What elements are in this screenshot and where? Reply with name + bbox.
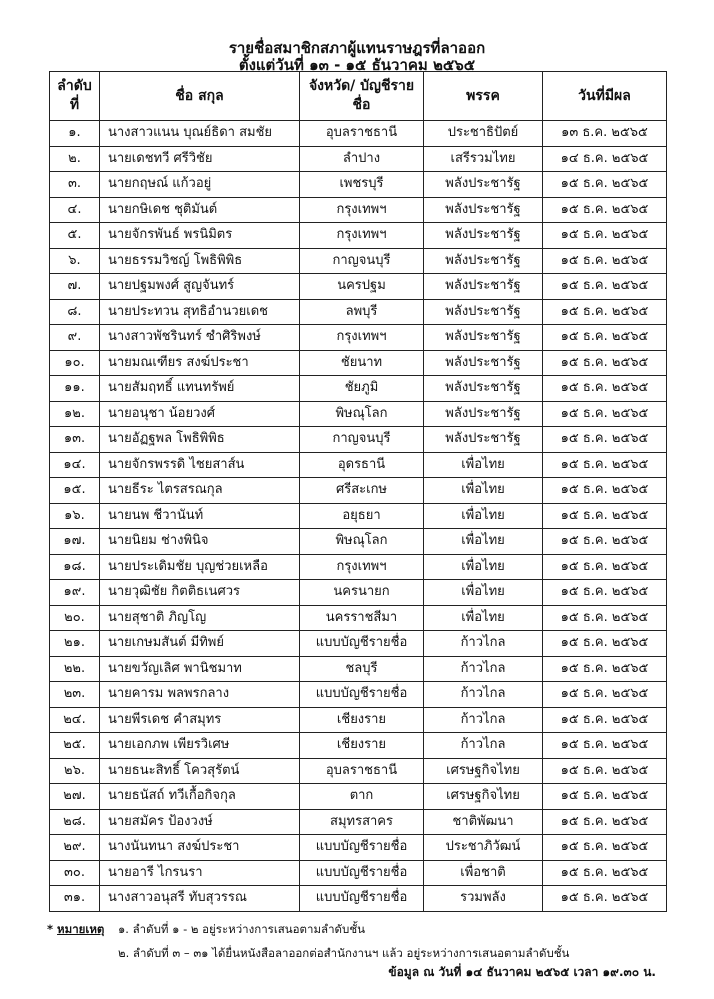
cell-no: ๓๐. (50, 860, 100, 886)
cell-province: ชัยนาท (300, 350, 424, 376)
cell-party: เศรษฐกิจไทย (424, 758, 543, 784)
cell-no: ๖. (50, 248, 100, 274)
cell-name: นายอารี ไกรนรา (100, 860, 300, 886)
cell-party: พลังประชารัฐ (424, 325, 543, 351)
table-header-row (50, 72, 667, 121)
cell-name: นายอัฏฐพล โพธิพิพิธ (100, 427, 300, 453)
cell-name: นายกษิเดช ชุติมันต์ (100, 197, 300, 223)
cell-date: ๑๕ ธ.ค. ๒๕๖๕ (543, 809, 667, 835)
cell-province: กรุงเทพฯ (300, 223, 424, 249)
cell-date: ๑๕ ธ.ค. ๒๕๖๕ (543, 452, 667, 478)
table-row (50, 452, 667, 478)
cell-date: ๑๕ ธ.ค. ๒๕๖๕ (543, 886, 667, 912)
cell-province: ลพบุรี (300, 299, 424, 325)
note-2: ๒. ลำดับที่ ๓ – ๓๑ ได้ยื่นหนังสือลาออกต่อสำนักงานฯ แล้ว อยู่ระหว่างการเสนอตามลำดับชั้น (118, 946, 570, 960)
note-1: ๑. ลำดับที่ ๑ - ๒ อยู่ระหว่างการเสนอตามลำดับชั้น (118, 922, 365, 936)
cell-province: นครนายก (300, 580, 424, 606)
cell-party: เศรษฐกิจไทย (424, 784, 543, 810)
cell-name: นายสมัคร ป้องวงษ์ (100, 809, 300, 835)
table-row (50, 427, 667, 453)
cell-no: ๒๐. (50, 605, 100, 631)
note-star: * (47, 922, 54, 936)
cell-name: นายธรรมวิชญ์ โพธิพิพิธ (100, 248, 300, 274)
cell-party: พลังประชารัฐ (424, 350, 543, 376)
table-row (50, 580, 667, 606)
table-body (50, 121, 667, 912)
cell-party: พลังประชารัฐ (424, 299, 543, 325)
cell-no: ๓. (50, 172, 100, 198)
cell-party: พลังประชารัฐ (424, 197, 543, 223)
cell-date: ๑๕ ธ.ค. ๒๕๖๕ (543, 529, 667, 555)
cell-name: นายธนัสถ์ ทวีเกื้อกิจกุล (100, 784, 300, 810)
cell-date: ๑๕ ธ.ค. ๒๕๖๕ (543, 172, 667, 198)
cell-name: นายมณเฑียร สงฆ์ประชา (100, 350, 300, 376)
cell-name: นายปฐมพงศ์ สูญจันทร์ (100, 274, 300, 300)
table-row (50, 758, 667, 784)
table-row (50, 197, 667, 223)
cell-name: นายนิยม ช่างพินิจ (100, 529, 300, 555)
cell-name: นายพีรเดช คำสมุทร (100, 707, 300, 733)
cell-province: กรุงเทพฯ (300, 197, 424, 223)
table-row (50, 325, 667, 351)
note-label-text: หมายเหตุ (57, 922, 105, 936)
note-label (47, 921, 104, 937)
cell-date: ๑๕ ธ.ค. ๒๕๖๕ (543, 376, 667, 402)
table-row (50, 554, 667, 580)
cell-no: ๑๘. (50, 554, 100, 580)
cell-date: ๑๕ ธ.ค. ๒๕๖๕ (543, 656, 667, 682)
cell-date: ๑๕ ธ.ค. ๒๕๖๕ (543, 503, 667, 529)
cell-date: ๑๕ ธ.ค. ๒๕๖๕ (543, 682, 667, 708)
cell-province: แบบบัญชีรายชื่อ (300, 835, 424, 861)
cell-name: นายสุชาติ ภิญโญ (100, 605, 300, 631)
cell-province: กาญจนบุรี (300, 427, 424, 453)
header-party: พรรค (424, 72, 543, 121)
cell-province: อุบลราชธานี (300, 121, 424, 147)
cell-province: อุบลราชธานี (300, 758, 424, 784)
cell-date: ๑๕ ธ.ค. ๒๕๖๕ (543, 605, 667, 631)
table-row (50, 121, 667, 147)
cell-name: นายธีระ ไตรสรณกุล (100, 478, 300, 504)
data-source-note: ข้อมูล ณ วันที่ ๑๔ ธันวาคม ๒๕๖๕ เวลา ๑๙.๓๐ น. (388, 965, 656, 979)
cell-party: พลังประชารัฐ (424, 401, 543, 427)
cell-province: แบบบัญชีรายชื่อ (300, 631, 424, 657)
cell-no: ๑๖. (50, 503, 100, 529)
table-row (50, 733, 667, 759)
cell-party: เพื่อไทย (424, 554, 543, 580)
cell-province: เพชรบุรี (300, 172, 424, 198)
cell-name: นางสาวพัชรินทร์ ซำศิริพงษ์ (100, 325, 300, 351)
table-row (50, 707, 667, 733)
table-row (50, 860, 667, 886)
cell-province: ลำปาง (300, 146, 424, 172)
table-row (50, 656, 667, 682)
cell-name: นางสาวแนน บุณย์ธิดา สมชัย (100, 121, 300, 147)
cell-no: ๑๕. (50, 478, 100, 504)
cell-no: ๒๑. (50, 631, 100, 657)
cell-party: ก้าวไกล (424, 656, 543, 682)
table-row (50, 529, 667, 555)
cell-party: เพื่อไทย (424, 529, 543, 555)
cell-name: นายเกษมสันต์ มีทิพย์ (100, 631, 300, 657)
cell-date: ๑๕ ธ.ค. ๒๕๖๕ (543, 733, 667, 759)
cell-date: ๑๓ ธ.ค. ๒๕๖๕ (543, 121, 667, 147)
cell-date: ๑๕ ธ.ค. ๒๕๖๕ (543, 554, 667, 580)
table-row (50, 223, 667, 249)
table-row (50, 274, 667, 300)
cell-name: นายเอกภพ เพียรวิเศษ (100, 733, 300, 759)
cell-date: ๑๕ ธ.ค. ๒๕๖๕ (543, 248, 667, 274)
cell-name: นายประเดิมชัย บุญช่วยเหลือ (100, 554, 300, 580)
cell-date: ๑๕ ธ.ค. ๒๕๖๕ (543, 758, 667, 784)
cell-no: ๘. (50, 299, 100, 325)
cell-province: พิษณุโลก (300, 529, 424, 555)
table-row (50, 248, 667, 274)
cell-province: อุดรธานี (300, 452, 424, 478)
cell-party: พลังประชารัฐ (424, 376, 543, 402)
table-row (50, 172, 667, 198)
cell-name: นายนพ ชีวานันท์ (100, 503, 300, 529)
cell-name: นายอนุชา น้อยวงศ์ (100, 401, 300, 427)
table-row (50, 376, 667, 402)
cell-province: ตาก (300, 784, 424, 810)
cell-party: ก้าวไกล (424, 682, 543, 708)
cell-date: ๑๕ ธ.ค. ๒๕๖๕ (543, 299, 667, 325)
cell-no: ๒๙. (50, 835, 100, 861)
table-row (50, 478, 667, 504)
cell-province: อยุธยา (300, 503, 424, 529)
cell-party: ก้าวไกล (424, 631, 543, 657)
cell-province: กรุงเทพฯ (300, 554, 424, 580)
cell-province: พิษณุโลก (300, 401, 424, 427)
table-row (50, 401, 667, 427)
cell-date: ๑๕ ธ.ค. ๒๕๖๕ (543, 274, 667, 300)
header-province: จังหวัด/ บัญชีรายชื่อ (300, 72, 424, 121)
cell-name: นายประทวน สุทธิอำนวยเดช (100, 299, 300, 325)
cell-date: ๑๕ ธ.ค. ๒๕๖๕ (543, 197, 667, 223)
cell-name: นางนันทนา สงฆ์ประชา (100, 835, 300, 861)
cell-no: ๒๕. (50, 733, 100, 759)
table-row (50, 299, 667, 325)
cell-party: เพื่อไทย (424, 605, 543, 631)
cell-party: เพื่อไทย (424, 503, 543, 529)
cell-no: ๒๒. (50, 656, 100, 682)
table-row (50, 835, 667, 861)
header-date: วันที่มีผล (543, 72, 667, 121)
cell-party: เพื่อชาติ (424, 860, 543, 886)
cell-province: แบบบัญชีรายชื่อ (300, 682, 424, 708)
cell-party: รวมพลัง (424, 886, 543, 912)
cell-date: ๑๔ ธ.ค. ๒๕๖๕ (543, 146, 667, 172)
cell-no: ๒๖. (50, 758, 100, 784)
cell-party: เพื่อไทย (424, 580, 543, 606)
header-no: ลำดับที่ (50, 72, 100, 121)
table-row (50, 605, 667, 631)
table-row (50, 886, 667, 912)
cell-party: ประชาธิปัตย์ (424, 121, 543, 147)
cell-date: ๑๕ ธ.ค. ๒๕๖๕ (543, 427, 667, 453)
cell-no: ๓๑. (50, 886, 100, 912)
cell-province: แบบบัญชีรายชื่อ (300, 886, 424, 912)
table-row (50, 350, 667, 376)
cell-date: ๑๕ ธ.ค. ๒๕๖๕ (543, 478, 667, 504)
cell-party: พลังประชารัฐ (424, 223, 543, 249)
cell-province: แบบบัญชีรายชื่อ (300, 860, 424, 886)
cell-party: ก้าวไกล (424, 733, 543, 759)
cell-no: ๑๑. (50, 376, 100, 402)
cell-province: เชียงราย (300, 707, 424, 733)
cell-party: ประชาภิวัฒน์ (424, 835, 543, 861)
cell-province: สมุทรสาคร (300, 809, 424, 835)
cell-party: พลังประชารัฐ (424, 427, 543, 453)
cell-name: นายจักรพันธ์ พรนิมิตร (100, 223, 300, 249)
cell-party: พลังประชารัฐ (424, 248, 543, 274)
cell-no: ๑๓. (50, 427, 100, 453)
cell-province: นครปฐม (300, 274, 424, 300)
cell-date: ๑๕ ธ.ค. ๒๕๖๕ (543, 580, 667, 606)
cell-party: พลังประชารัฐ (424, 172, 543, 198)
cell-party: เพื่อไทย (424, 452, 543, 478)
cell-province: เชียงราย (300, 733, 424, 759)
cell-name: นายสัมฤทธิ์ แทนทรัพย์ (100, 376, 300, 402)
cell-no: ๗. (50, 274, 100, 300)
cell-name: นายคารม พลพรกลาง (100, 682, 300, 708)
cell-date: ๑๕ ธ.ค. ๒๕๖๕ (543, 784, 667, 810)
cell-name: นายเดชทวี ศรีวิชัย (100, 146, 300, 172)
cell-name: นายธนะสิทธิ์ โควสุรัตน์ (100, 758, 300, 784)
cell-date: ๑๕ ธ.ค. ๒๕๖๕ (543, 860, 667, 886)
cell-date: ๑๕ ธ.ค. ๒๕๖๕ (543, 401, 667, 427)
cell-province: นครราชสีมา (300, 605, 424, 631)
cell-no: ๑๙. (50, 580, 100, 606)
cell-party: ก้าวไกล (424, 707, 543, 733)
cell-no: ๒๘. (50, 809, 100, 835)
cell-no: ๒๓. (50, 682, 100, 708)
cell-date: ๑๕ ธ.ค. ๒๕๖๕ (543, 631, 667, 657)
cell-no: ๒๗. (50, 784, 100, 810)
cell-party: เสรีรวมไทย (424, 146, 543, 172)
cell-no: ๙. (50, 325, 100, 351)
cell-name: นายวุฒิชัย กิตติธเนศวร (100, 580, 300, 606)
cell-name: นายกฤษณ์ แก้วอยู่ (100, 172, 300, 198)
cell-province: ชัยภูมิ (300, 376, 424, 402)
cell-province: กาญจนบุรี (300, 248, 424, 274)
cell-date: ๑๕ ธ.ค. ๒๕๖๕ (543, 835, 667, 861)
table-row (50, 809, 667, 835)
cell-no: ๒. (50, 146, 100, 172)
cell-name: นายขวัญเลิศ พานิชมาท (100, 656, 300, 682)
cell-name: นายจักรพรรดิ ไชยสาส์น (100, 452, 300, 478)
cell-no: ๕. (50, 223, 100, 249)
cell-party: ชาติพัฒนา (424, 809, 543, 835)
document-subtitle: ตั้งแต่วันที่ ๑๓ - ๑๕ ธันวาคม ๒๕๖๕ (238, 56, 476, 74)
table-row (50, 682, 667, 708)
table-row (50, 631, 667, 657)
cell-no: ๑. (50, 121, 100, 147)
cell-no: ๒๔. (50, 707, 100, 733)
table-row (50, 503, 667, 529)
resignation-table (49, 71, 667, 912)
document-title: รายชื่อสมาชิกสภาผู้แทนราษฎรที่ลาออก (228, 39, 486, 57)
header-name: ชื่อ สกุล (100, 72, 300, 121)
cell-date: ๑๕ ธ.ค. ๒๕๖๕ (543, 350, 667, 376)
cell-party: เพื่อไทย (424, 478, 543, 504)
cell-no: ๑๗. (50, 529, 100, 555)
cell-no: ๑๔. (50, 452, 100, 478)
cell-party: พลังประชารัฐ (424, 274, 543, 300)
cell-no: ๔. (50, 197, 100, 223)
cell-no: ๑๐. (50, 350, 100, 376)
cell-province: กรุงเทพฯ (300, 325, 424, 351)
cell-date: ๑๕ ธ.ค. ๒๕๖๕ (543, 325, 667, 351)
cell-date: ๑๕ ธ.ค. ๒๕๖๕ (543, 707, 667, 733)
cell-province: ศรีสะเกษ (300, 478, 424, 504)
table-row (50, 146, 667, 172)
cell-province: ชลบุรี (300, 656, 424, 682)
cell-no: ๑๒. (50, 401, 100, 427)
cell-name: นางสาวอนุสรี ทับสุวรรณ (100, 886, 300, 912)
table-row (50, 784, 667, 810)
cell-date: ๑๕ ธ.ค. ๒๕๖๕ (543, 223, 667, 249)
